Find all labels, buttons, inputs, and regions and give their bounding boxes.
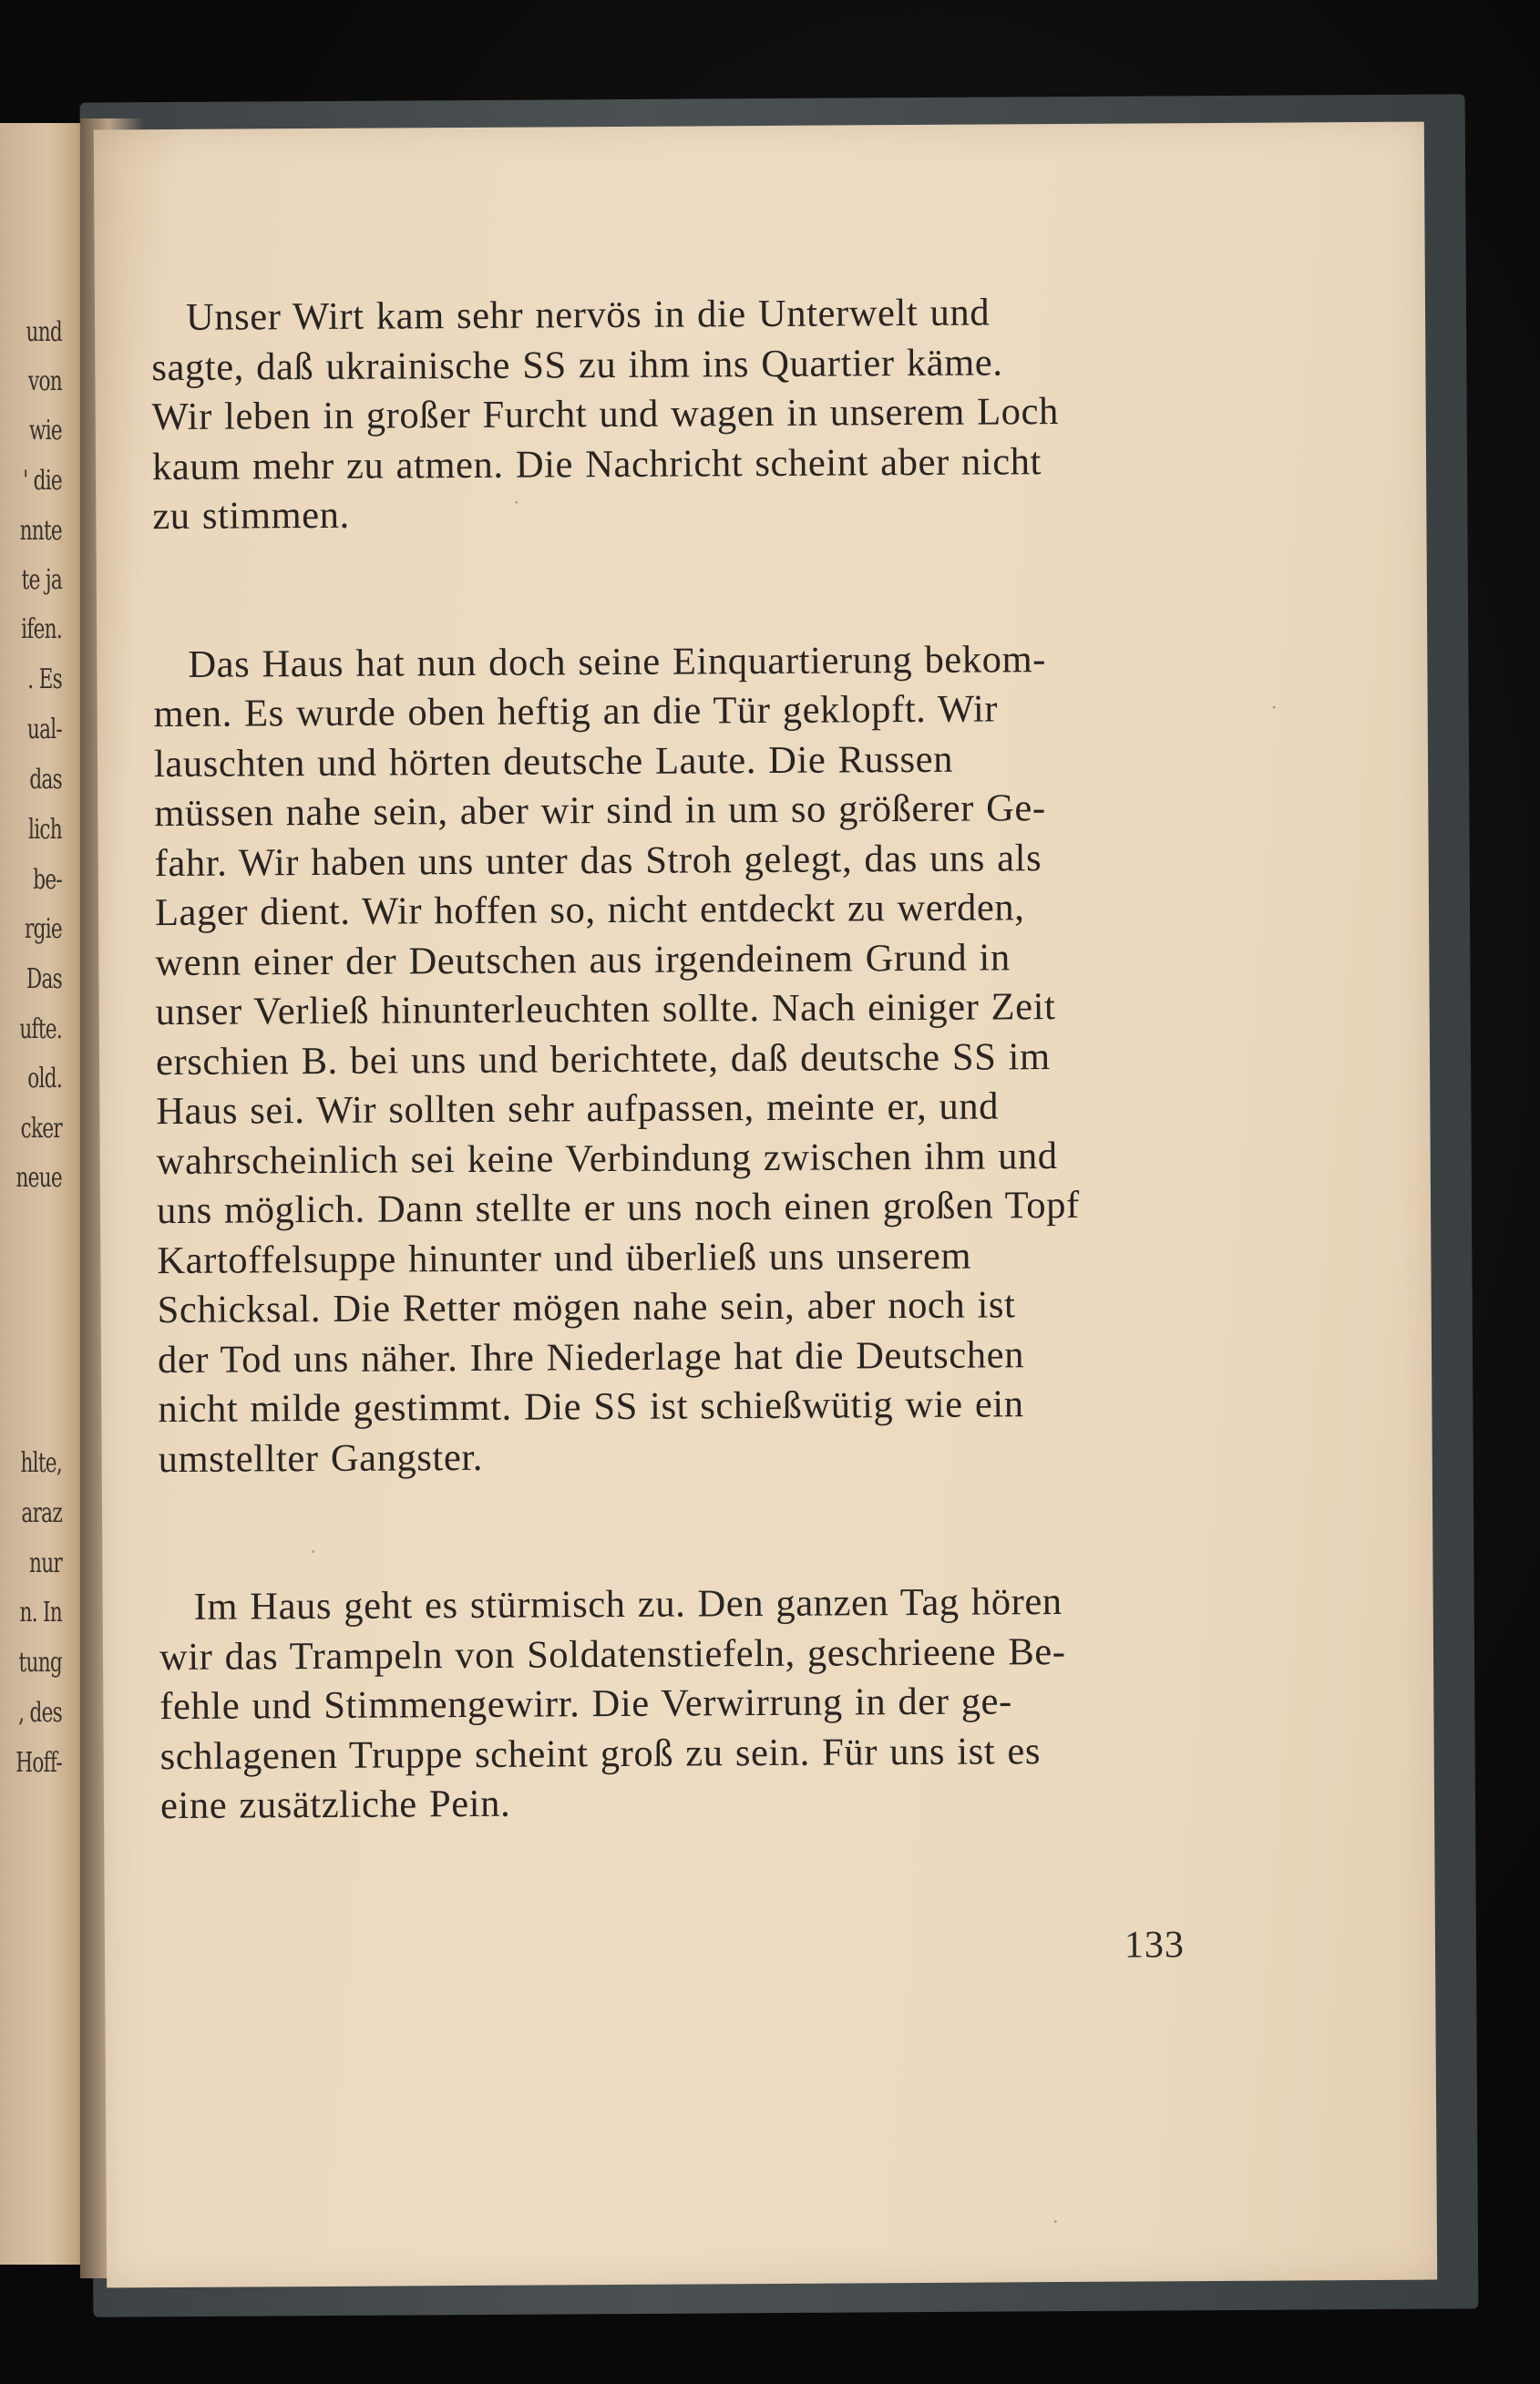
paper-speck	[515, 501, 518, 504]
edge-word: n. In	[19, 1597, 62, 1629]
page-number: 133	[1124, 1924, 1186, 1967]
edge-word: hlte,	[20, 1447, 62, 1479]
edge-word: old.	[27, 1063, 62, 1094]
edge-word: ' die	[23, 465, 62, 497]
edge-word: ifen.	[21, 613, 62, 645]
edge-word: das	[29, 764, 62, 796]
paragraph: Unser Wirt kam sehr nervös in die Unterwelt und sagte, daß ukrainische SS zu ihm ins Quartier käme. Wir leben in großer Furcht und wagen in unserem Loch kaum mehr zu atmen. Die Nachricht scheint aber nicht zu stimmen.	[151, 291, 1060, 539]
edge-word: und	[26, 316, 62, 348]
edge-word: araz	[21, 1497, 62, 1529]
edge-word: tung	[18, 1647, 62, 1679]
edge-word: ufte.	[19, 1013, 62, 1045]
paper-speck	[1273, 706, 1276, 709]
left-facing-page	[0, 123, 89, 2265]
edge-word: . Es	[27, 663, 62, 695]
edge-word: ual-	[26, 714, 62, 745]
page-body-text	[151, 287, 1181, 1831]
edge-word: be-	[33, 864, 62, 896]
paragraph: Im Haus geht es stürmisch zu. Den ganzen Tag hören wir das Trampeln von Soldatenstiefeln, geschrieene Be- fehle und Stimmengewirr. Die Verwirrung in der ge- schlagenen Truppe scheint groß zu sein. Für uns ist es eine zusätzliche Pein.	[159, 1580, 1066, 1828]
edge-word: Das	[26, 963, 62, 995]
edge-word: te ja	[21, 564, 62, 596]
edge-word: nur	[29, 1547, 62, 1579]
edge-word: lich	[28, 814, 62, 846]
edge-word: rgie	[25, 913, 62, 945]
paper-speck	[312, 1550, 314, 1553]
paragraph: Das Haus hat nun doch seine Einquartierung bekom- men. Es wurde oben heftig an die Tür geklopft. Wir lauschten und hörten deutsche Laute. Die Russen müssen nahe sein, aber wir sind in um so größerer Ge- fahr. Wir haben uns unter das Stroh gelegt, das uns als Lager dient. Wir hoffen so, nicht entdeckt zu werden, wenn einer der Deutschen aus irgendeinem Grund in unser Verließ hinunterleuchten sollte. Nach einiger Zeit erschien B. bei uns und berichtete, daß deutsche SS im Haus sei. Wir sollten sehr aufpassen, meinte er, und wahrscheinlich sei keine Verbindung zwischen ihm und uns möglich. Dann stellte er uns noch einen großen Topf Kartoffelsuppe hinunter und überließ uns unserem Schicksal. Die Retter mögen nahe sein, aber noch ist der Tod uns näher. Ihre Niederlage hat die Deutschen nicht milde gestimmt. Die SS ist schießwütig wie ein umstellter Gangster.	[153, 637, 1080, 1481]
paper-speck	[1054, 2220, 1057, 2223]
edge-word: , des	[18, 1697, 62, 1729]
edge-word: Hoff-	[15, 1747, 62, 1779]
edge-word: wie	[28, 415, 62, 447]
edge-word: neue	[15, 1162, 62, 1194]
edge-word: nnte	[19, 515, 62, 547]
edge-word: von	[28, 365, 62, 397]
right-book-page	[94, 122, 1437, 2288]
edge-word: cker	[20, 1113, 62, 1145]
